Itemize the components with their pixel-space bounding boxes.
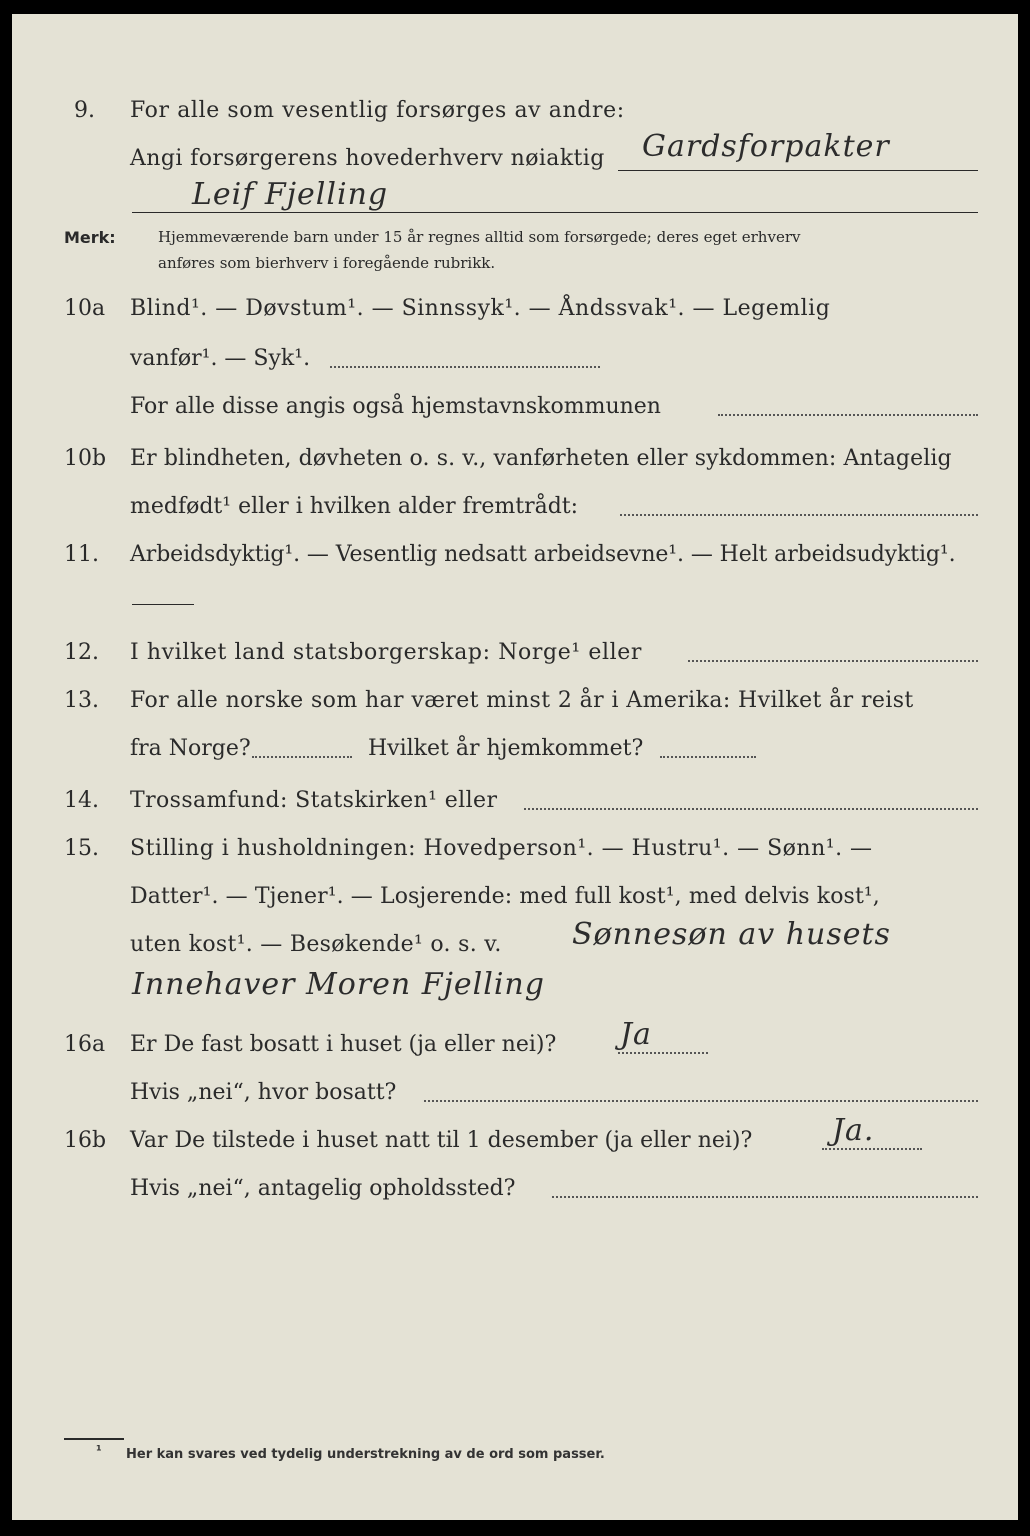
- q9-handwritten-answer2: Leif Fjelling: [192, 177, 389, 212]
- q15-line2: Datter¹. — Tjener¹. — Losjerende: med full kost¹, med delvis kost¹,: [130, 884, 880, 909]
- q11-number: 11.: [64, 542, 99, 567]
- q16a-answer-line: [618, 1052, 708, 1054]
- q15-handwritten-answer2: Innehaver Moren Fjelling: [132, 967, 545, 1002]
- q9-answer-line1: [618, 170, 978, 171]
- q16a-handwritten-answer: Ja: [620, 1017, 652, 1052]
- q10a-hjemstavn-line: [718, 414, 978, 416]
- q10a-syk-line: [330, 366, 600, 368]
- merk-line2: anføres som bierhverv i foregående rubrikk.: [158, 254, 496, 272]
- q14-line1: Trossamfund: Statskirken¹ eller: [130, 788, 498, 813]
- q12-number: 12.: [64, 640, 99, 665]
- q10a-line3: For alle disse angis også hjemstavnskommunen: [130, 394, 661, 419]
- q16a-bosatt-line: [424, 1100, 978, 1102]
- q10a-line1: Blind¹. — Døvstum¹. — Sinnssyk¹. — Åndssvak¹. — Legemlig: [130, 296, 831, 321]
- q10b-number: 10b: [64, 446, 107, 471]
- q15-line1: Stilling i husholdningen: Hovedperson¹. — Hustru¹. — Sønn¹. —: [130, 836, 873, 861]
- merk-line1: Hjemmeværende barn under 15 år regnes alltid som forsørgede; deres eget erhverv: [158, 228, 801, 246]
- footnote-text: Her kan svares ved tydelig understrekning av de ord som passer.: [126, 1447, 605, 1462]
- q16b-line2: Hvis „nei“, antagelig opholdssted?: [130, 1176, 516, 1201]
- q11-line1: Arbeidsdyktig¹. — Vesentlig nedsatt arbeidsevne¹. — Helt arbeidsudyktig¹.: [130, 542, 956, 567]
- q14-trossamfund-line: [524, 808, 978, 810]
- q12-line1: I hvilket land statsborgerskap: Norge¹ eller: [130, 640, 642, 665]
- q12-land-line: [688, 660, 978, 662]
- q9-answer-line2: [132, 212, 978, 213]
- q16b-answer-line: [822, 1148, 922, 1150]
- q10a-line2: vanfør¹. — Syk¹.: [130, 346, 311, 371]
- q13-number: 13.: [64, 688, 99, 713]
- q14-number: 14.: [64, 788, 99, 813]
- q16b-opholdssted-line: [552, 1196, 978, 1198]
- q9-line2: Angi forsørgerens hovederhverv nøiaktig: [130, 146, 605, 171]
- q9-line1: For alle som vesentlig forsørges av andre:: [130, 98, 625, 123]
- census-form-page: [12, 14, 1018, 1520]
- q15-number: 15.: [64, 836, 99, 861]
- q10b-line2: medfødt¹ eller i hvilken alder fremtrådt:: [130, 494, 579, 519]
- q13-line1: For alle norske som har været minst 2 år i Amerika: Hvilket år reist: [130, 688, 914, 713]
- q16b-handwritten-answer: Ja.: [832, 1113, 875, 1148]
- q16a-line1: Er De fast bosatt i huset (ja eller nei)?: [130, 1032, 557, 1057]
- q9-number: 9.: [74, 98, 95, 123]
- q15-line3: uten kost¹. — Besøkende¹ o. s. v.: [130, 932, 502, 957]
- q9-handwritten-answer1: Gardsforpakter: [642, 129, 890, 164]
- q10b-line1: Er blindheten, døvheten o. s. v., vanførheten eller sykdommen: Antagelig: [130, 446, 952, 471]
- footnote-marker: ¹: [96, 1444, 102, 1459]
- q16b-number: 16b: [64, 1128, 107, 1153]
- q13-reist-line: [252, 756, 352, 758]
- q10b-alder-line: [620, 514, 978, 516]
- q16a-number: 16a: [64, 1032, 106, 1057]
- footnote-rule: [64, 1438, 124, 1440]
- q13-line2b: Hvilket år hjemkommet?: [368, 736, 644, 761]
- q10a-number: 10a: [64, 296, 106, 321]
- merk-label: Merk:: [64, 228, 116, 247]
- q16a-line2: Hvis „nei“, hvor bosatt?: [130, 1080, 397, 1105]
- q16b-line1: Var De tilstede i huset natt til 1 desember (ja eller nei)?: [130, 1128, 753, 1153]
- q13-hjemkommet-line: [660, 756, 756, 758]
- q13-line2a: fra Norge?: [130, 736, 251, 761]
- q11-short-line: [132, 604, 194, 605]
- q15-handwritten-answer1: Sønnesøn av husets: [572, 917, 891, 952]
